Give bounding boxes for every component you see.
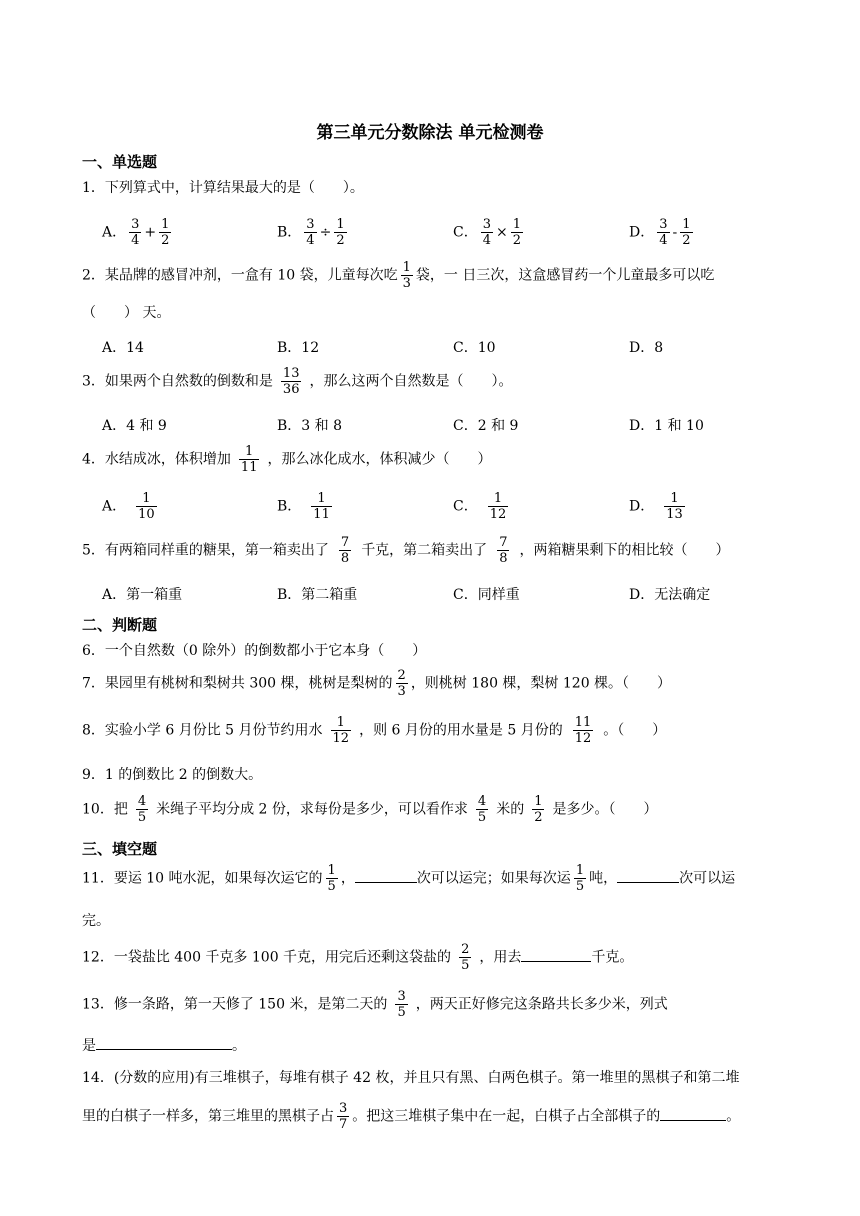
q3-option-b[interactable]: B．3 和 8 — [277, 418, 343, 434]
q2-option-d[interactable]: D．8 — [629, 340, 664, 356]
question-1: 1．下列算式中，计算结果最大的是（ ）。 — [82, 180, 364, 196]
section-heading-true-false: 二、判断题 — [82, 616, 158, 634]
answer-blank[interactable] — [660, 1106, 726, 1121]
page-title: 第三单元分数除法 单元检测卷 — [316, 123, 544, 143]
q3-option-d[interactable]: D．1 和 10 — [629, 418, 704, 434]
question-8: 8．实验小学 6 月份比 5 月份节约用水 $\frac{1}{12}$ ，则 6 月份的用水量是 5 月份的 $\frac{11}{12}$ 。（ ） — [82, 715, 667, 746]
q1-option-b[interactable]: B． $\frac{3}{4}$ ÷ $\frac{1}{2}$ — [277, 217, 345, 248]
question-2: 2．某品牌的感冒冲剂，一盒有 10 袋，儿童每次吃 $\frac{1}{3}$ 袋，一 日三次，这盒感冒药一个儿童最多可以吃 — [82, 260, 715, 291]
question-12: 12．一袋盐比 400 千克多 100 千克，用完后还剩这袋盐的 $\frac{2}{5}$ ，用去 千克。 — [82, 942, 634, 973]
answer-blank[interactable] — [617, 868, 679, 883]
section-heading-fill-in: 三、填空题 — [82, 840, 158, 858]
question-2-cont: （ ） 天。 — [82, 305, 171, 321]
question-4: 4．水结成冰，体积增加 $\frac{1}{11}$ ，那么冰化成水，体积减少（ ） — [82, 444, 492, 475]
q3-option-a[interactable]: A．4 和 9 — [102, 418, 167, 434]
answer-blank[interactable] — [521, 947, 591, 962]
question-11: 11．要运 10 吨水泥，如果每次运它的 $\frac{1}{5}$ ， 次可以运完；如果每次运 $\frac{1}{5}$ 吨， 次可以运 — [82, 863, 736, 894]
question-13-cont: 是 。 — [82, 1035, 246, 1056]
q5-option-c[interactable]: C．同样重 — [453, 587, 520, 603]
q5-option-b[interactable]: B．第二箱重 — [277, 587, 358, 603]
q1-option-d[interactable]: D． $\frac{3}{4}$ - $\frac{1}{2}$ — [629, 217, 691, 248]
question-14: 14．(分数的应用)有三堆棋子，每堆有棋子 42 枚，并且只有黑、白两色棋子。第一堆里的黑棋子和第二堆 — [82, 1070, 740, 1086]
q1-option-c[interactable]: C． $\frac{3}{4}$ × $\frac{1}{2}$ — [453, 217, 522, 248]
q5-option-a[interactable]: A．第一箱重 — [102, 587, 183, 603]
q4-option-b[interactable]: B． $\frac{1}{11}$ — [277, 491, 330, 522]
question-14-cont: 里的白棋子一样多，第三堆里的黑棋子占 $\frac{3}{7}$ 。把这三堆棋子集中在一起，白棋子占全部棋子的 。 — [82, 1101, 741, 1132]
question-7: 7．果园里有桃树和梨树共 300 棵，桃树是梨树的 $\frac{2}{3}$ ，则桃树 180 棵，梨树 120 棵。（ ） — [82, 668, 672, 699]
q2-option-b[interactable]: B．12 — [277, 340, 320, 356]
question-11-cont: 完。 — [82, 913, 110, 929]
question-9: 9．1 的倒数比 2 的倒数大。 — [82, 767, 263, 783]
q4-option-c[interactable]: C． $\frac{1}{12}$ — [453, 491, 507, 522]
answer-blank[interactable] — [355, 868, 417, 883]
question-3: 3．如果两个自然数的倒数和是 $\frac{13}{36}$ ，那么这两个自然数是（ ）。 — [82, 366, 513, 397]
question-5: 5．有两箱同样重的糖果，第一箱卖出了 $\frac{7}{8}$ 千克，第二箱卖出了 $\frac{7}{8}$ ，两箱糖果剩下的相比较（ ） — [82, 535, 730, 566]
q4-option-d[interactable]: D． $\frac{1}{13}$ — [629, 491, 683, 522]
q5-option-d[interactable]: D．无法确定 — [629, 587, 711, 603]
question-10: 10．把 $\frac{4}{5}$ 米绳子平均分成 2 份，求每份是多少，可以看作求 $\frac{4}{5}$ 米的 $\frac{1}{2}$ 是多少。（ ） — [82, 794, 658, 825]
answer-blank[interactable] — [96, 1035, 232, 1050]
section-heading-single-choice: 一、单选题 — [82, 153, 158, 171]
question-6: 6．一个自然数（0 除外）的倒数都小于它本身（ ） — [82, 643, 427, 659]
q1-option-a[interactable]: A． $\frac{3}{4}$ + $\frac{1}{2}$ — [102, 217, 170, 248]
q2-option-a[interactable]: A．14 — [102, 340, 144, 356]
q2-option-c[interactable]: C．10 — [453, 340, 496, 356]
question-13: 13．修一条路，第一天修了 150 米，是第二天的 $\frac{3}{5}$ ，两天正好修完这条路共长多少米，列式 — [82, 989, 668, 1020]
q4-option-a[interactable]: A． $\frac{1}{10}$ — [102, 491, 155, 522]
q3-option-c[interactable]: C．2 和 9 — [453, 418, 519, 434]
